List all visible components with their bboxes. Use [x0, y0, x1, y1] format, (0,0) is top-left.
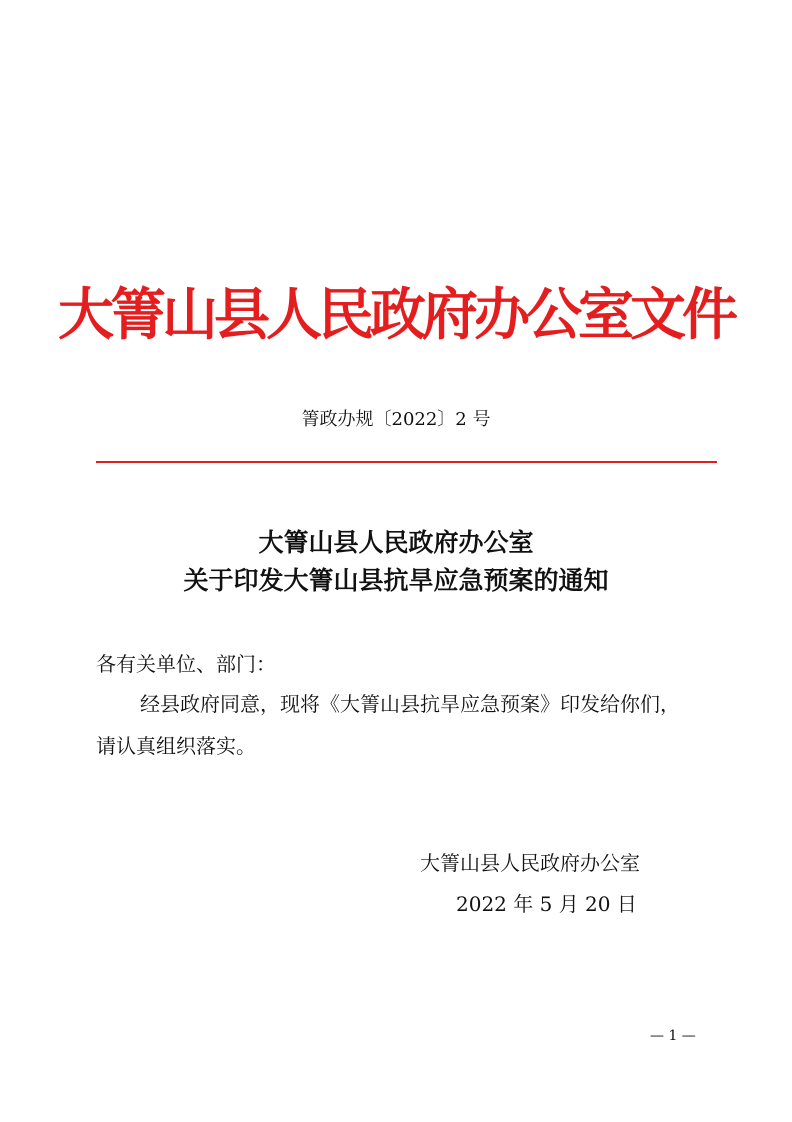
- body-paragraph-line2: 请认真组织落实。: [96, 734, 256, 758]
- notice-title-line1: 大箐山县人民政府办公室: [258, 528, 534, 557]
- signature-organization: 大箐山县人民政府办公室: [420, 851, 640, 875]
- notice-title-line2: 关于印发大箐山县抗旱应急预案的通知: [183, 566, 609, 595]
- body-paragraph-line1: 经县政府同意，现将《大箐山县抗旱应急预案》印发给你们，: [140, 692, 680, 716]
- signature-date: 2022 年 5 月 20 日: [456, 892, 637, 916]
- red-divider: [96, 461, 717, 463]
- salutation: 各有关单位、部门：: [96, 652, 276, 676]
- issuer-title: 大箐山县人民政府办公室文件: [58, 282, 734, 348]
- page-number: — 1 —: [650, 1028, 696, 1044]
- document-number: 箐政办规〔2022〕2 号: [301, 409, 491, 430]
